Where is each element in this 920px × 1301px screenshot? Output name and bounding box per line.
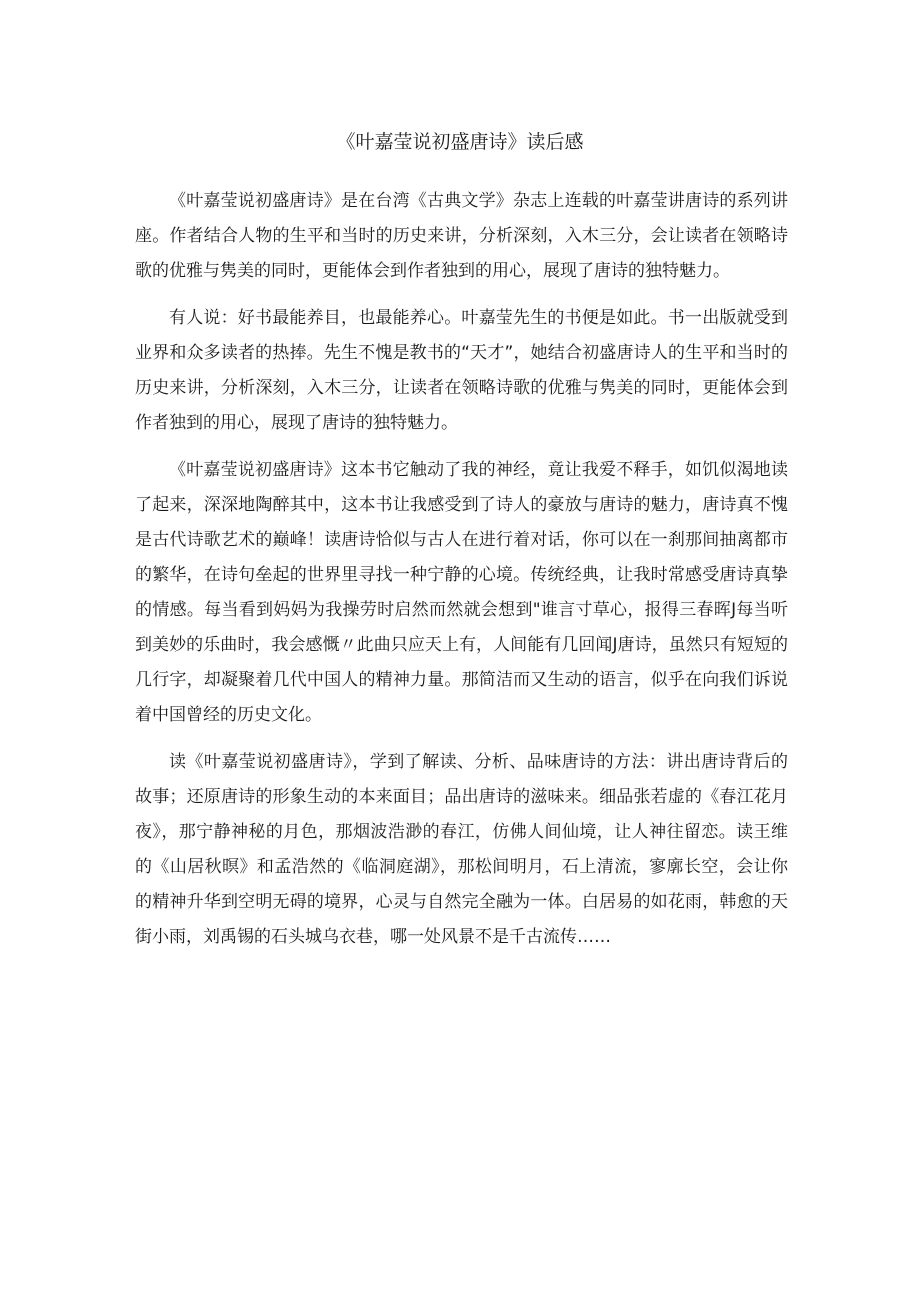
document-title: 《叶嘉莹说初盛唐诗》读后感: [336, 131, 584, 153]
document-body: [135, 184, 788, 967]
paragraph-2: 有人说：好书最能养目，也最能养心。叶嘉莹先生的书便是如此。书一出版就受到业界和众多读者的热捧。先生不愧是教书的“天才”，她结合初盛唐诗人的生平和当时的历史来讲，分析深刻，入木三分，让读者在领略诗歌的优雅与隽美的同时，更能体会到作者独到的用心，展现了唐诗的独特魅力。: [135, 308, 788, 433]
paragraph-3: 《叶嘉莹说初盛唐诗》这本书它触动了我的神经，竟让我爱不释手，如饥似渴地读了起来，深深地陶醉其中，这本书让我感受到了诗人的豪放与唐诗的魅力，唐诗真不愧是古代诗歌艺术的巅峰！读唐诗恰似与古人在进行着对话，你可以在一刹那间抽离都市的繁华，在诗句垒起的世界里寻找一种宁静的心境。传统经典，让我时常感受唐诗真挚的情感。每当看到妈妈为我操劳时启然而然就会想到"谁言寸草心，报得三春晖J每当听到美妙的乐曲时，我会感慨〃此曲只应天上有，人间能有几回闻J唐诗，虽然只有短短的几行字，却凝聚着几代中国人的精神力量。那简洁而又生动的语言，似乎在向我们诉说着中国曾经的历史文化。: [135, 460, 788, 725]
paragraph-1: 《叶嘉莹说初盛唐诗》是在台湾《古典文学》杂志上连载的叶嘉莹讲唐诗的系列讲座。作者结合人物的生平和当时的历史来讲，分析深刻，入木三分，会让读者在领略诗歌的优雅与隽美的同时，更能体会到作者独到的用心，展现了唐诗的独特魅力。: [135, 191, 788, 281]
paragraph-4: 读《叶嘉莹说初盛唐诗》，学到了解读、分析、品味唐诗的方法：讲出唐诗背后的故事；还原唐诗的形象生动的本来面目；品出唐诗的滋味来。细品张若虚的《春江花月夜》，那宁静神秘的月色，那烟波浩渺的春江，仿佛人间仙境，让人神往留恋。读王维的《山居秋暝》和孟浩然的《临洞庭湖》，那松间明月，石上清流，寥廓长空，会让你的精神升华到空明无碍的境界，心灵与自然完全融为一体。白居易的如花雨，韩愈的天街小雨，刘禹锡的石头城乌衣巷，哪一处风景不是千古流传……: [135, 752, 788, 947]
